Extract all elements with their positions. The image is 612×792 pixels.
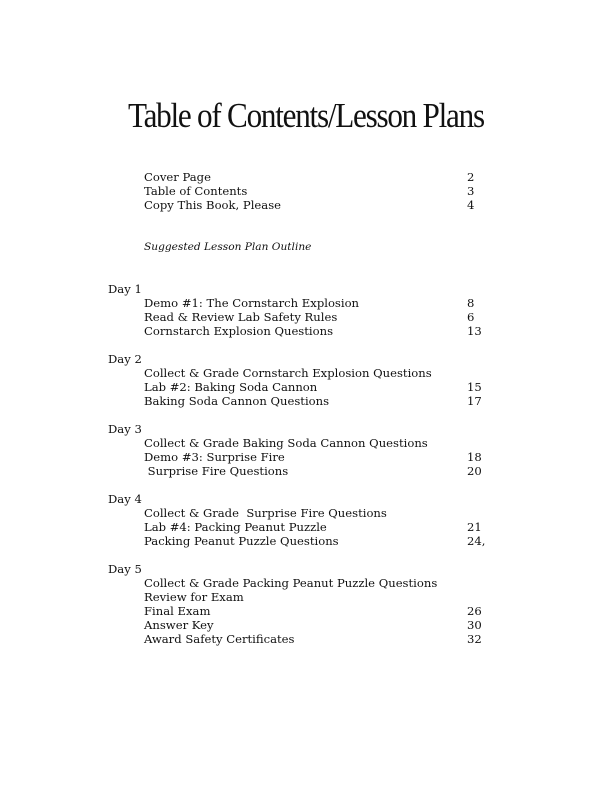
toc-entry: [0, 618, 612, 632]
toc-entry-cover: [0, 170, 612, 184]
toc-entry-page: 8: [467, 296, 475, 310]
toc-entry-label: Award Safety Certificates: [144, 632, 295, 646]
page-title: Table of Contents/Lesson Plans: [128, 96, 484, 135]
toc-entry-label: Demo #1: The Cornstarch Explosion: [144, 296, 360, 310]
day-heading: Day 1: [108, 282, 142, 296]
toc-entry-label: Read & Review Lab Safety Rules: [144, 310, 338, 324]
toc-entry-page: 2: [467, 170, 475, 184]
toc-entry-label: Baking Soda Cannon Questions: [144, 394, 330, 408]
toc-entry: [0, 450, 612, 464]
toc-entry-copy: [0, 198, 612, 212]
toc-entry: [0, 576, 612, 590]
outline-heading: Suggested Lesson Plan Outline: [144, 241, 312, 253]
toc-entry: [0, 296, 612, 310]
toc-entry-page: 32: [467, 632, 482, 646]
day-heading: Day 5: [108, 562, 142, 576]
toc-entry-label: Lab #2: Baking Soda Cannon: [144, 380, 318, 394]
toc-entry-page: 17: [467, 394, 482, 408]
toc-entry: [0, 534, 612, 548]
toc-entry: [0, 604, 612, 618]
toc-entry: [0, 310, 612, 324]
toc-entry: [0, 394, 612, 408]
toc-entry-label: Collect & Grade Packing Peanut Puzzle Questions: [144, 576, 438, 590]
toc-entry: [0, 464, 612, 478]
toc-entry-page: 15: [467, 380, 482, 394]
page-title-block: [0, 94, 612, 138]
toc-entry-label: Surprise Fire Questions: [144, 464, 289, 478]
toc-entry-label: Review for Exam: [144, 590, 244, 604]
toc-entry-page: 24,: [467, 534, 486, 548]
toc-entry-contents: [0, 184, 612, 198]
toc-entry-page: 18: [467, 450, 482, 464]
toc-entry-page: 21: [467, 520, 482, 534]
toc-entry-label: Collect & Grade Surprise Fire Questions: [144, 506, 387, 520]
toc-entry-label: Demo #3: Surprise Fire: [144, 450, 285, 464]
toc-entry-label: Lab #4: Packing Peanut Puzzle: [144, 520, 327, 534]
toc-entry: [0, 436, 612, 450]
day-heading: Day 2: [108, 352, 142, 366]
toc-entry-page: 30: [467, 618, 482, 632]
toc-entry-label: Copy This Book, Please: [144, 198, 282, 212]
toc-entry: [0, 506, 612, 520]
toc-entry-label: Table of Contents: [144, 184, 248, 198]
toc-entry-label: Collect & Grade Baking Soda Cannon Questions: [144, 436, 428, 450]
toc-entry-page: 4: [467, 198, 475, 212]
toc-entry-label: Answer Key: [144, 618, 214, 632]
toc-entry-page: 6: [467, 310, 475, 324]
toc-entry-label: Cornstarch Explosion Questions: [144, 324, 334, 338]
toc-entry-label: Packing Peanut Puzzle Questions: [144, 534, 339, 548]
toc-entry: [0, 380, 612, 394]
toc-entry-label: Final Exam: [144, 604, 211, 618]
toc-entry: [0, 520, 612, 534]
toc-entry-label: Collect & Grade Cornstarch Explosion Questions: [144, 366, 432, 380]
day-heading: Day 3: [108, 422, 142, 436]
toc-entry: [0, 632, 612, 646]
toc-entry: [0, 324, 612, 338]
toc-entry-page: 3: [467, 184, 475, 198]
toc-entry: [0, 366, 612, 380]
toc-entry-page: 26: [467, 604, 482, 618]
toc-entry-page: 20: [467, 464, 482, 478]
toc-entry-label: Cover Page: [144, 170, 211, 184]
day-heading: Day 4: [108, 492, 142, 506]
toc-entry: [0, 590, 612, 604]
toc-entry-page: 13: [467, 324, 482, 338]
